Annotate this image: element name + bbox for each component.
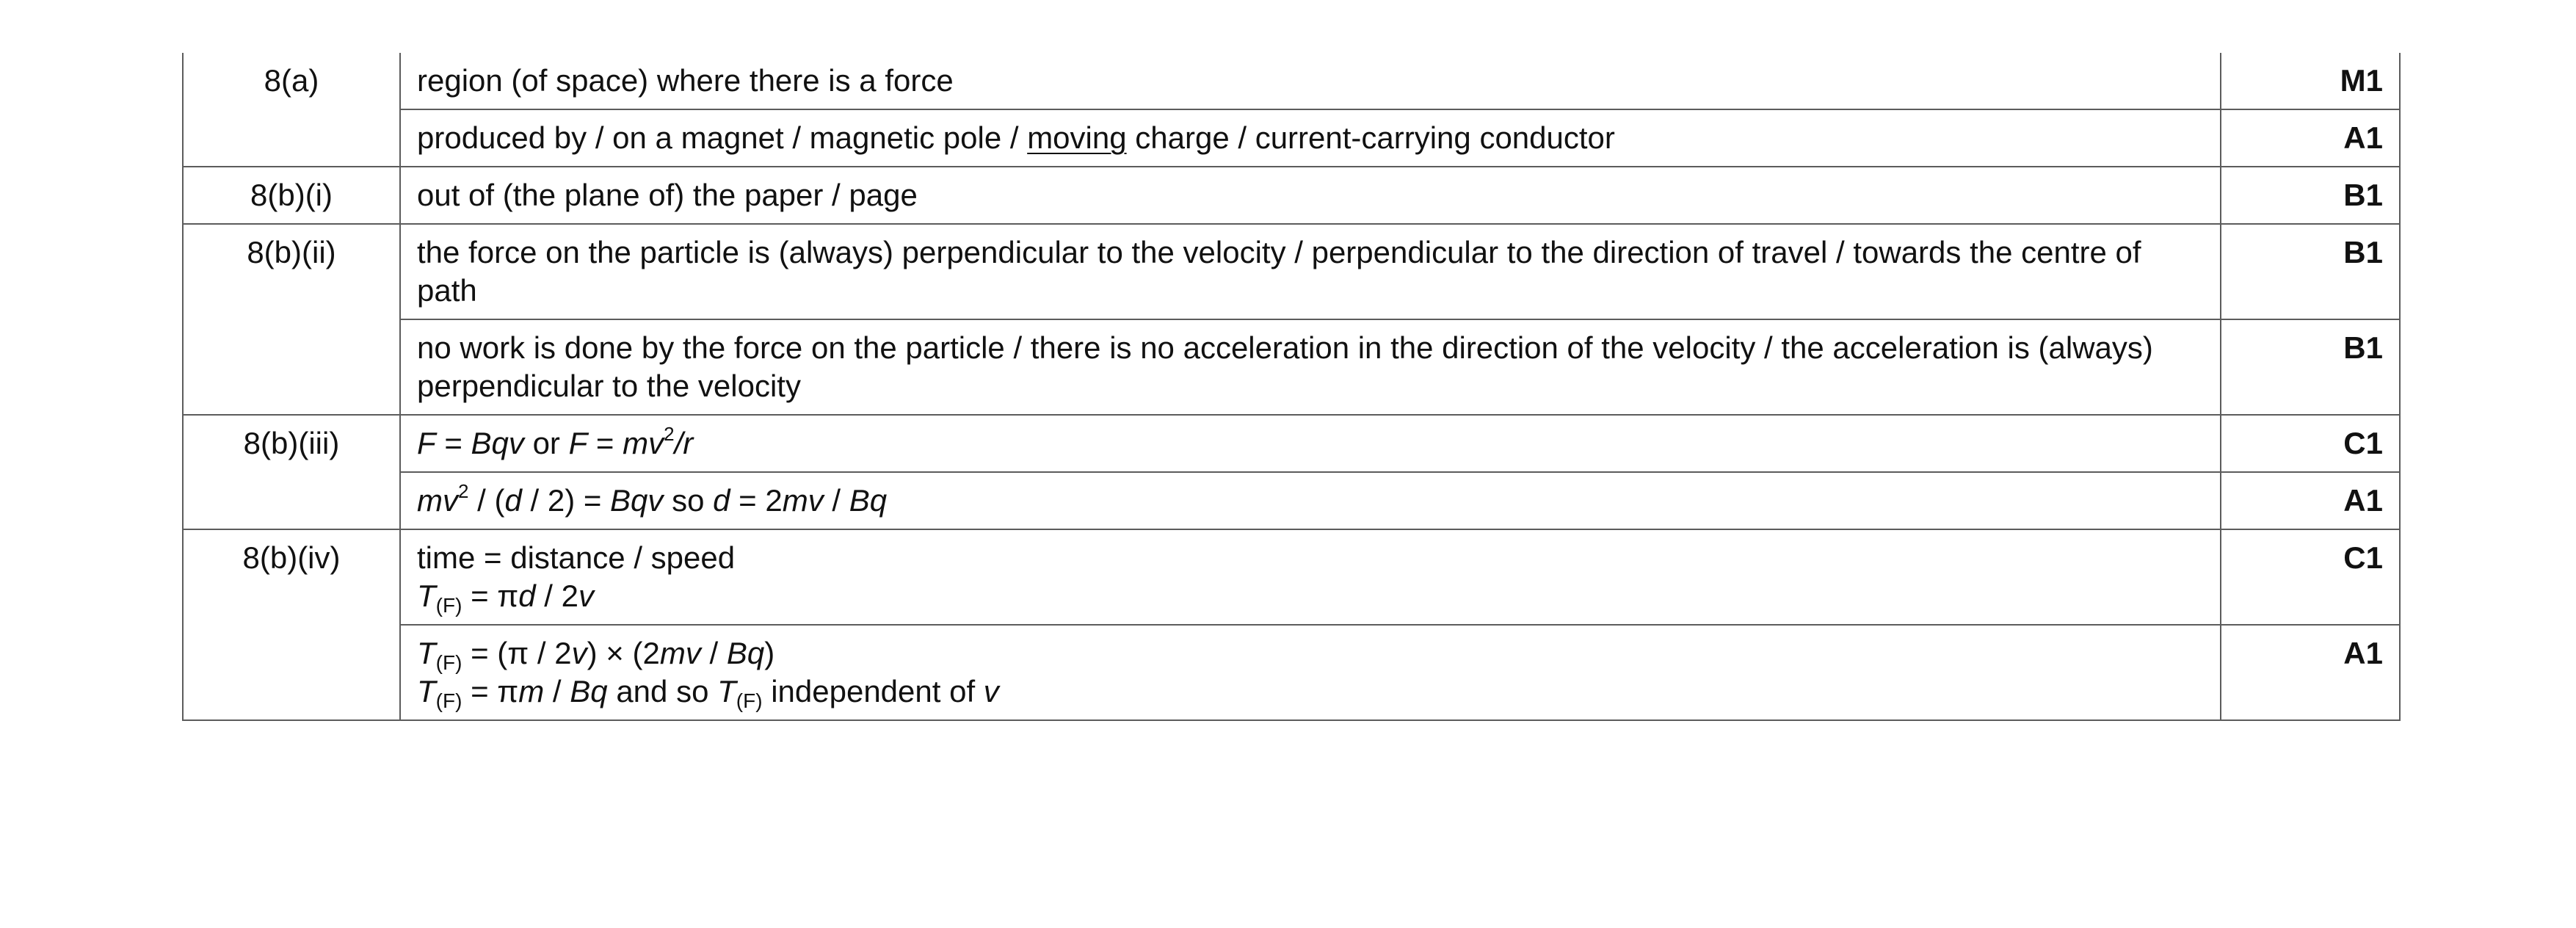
mark-cell: A1	[2221, 625, 2400, 720]
mark-cell: B1	[2221, 319, 2400, 415]
question-number: 8(a)	[183, 53, 400, 167]
mark-cell: A1	[2221, 472, 2400, 529]
mark-cell: C1	[2221, 529, 2400, 625]
answer-cell	[400, 415, 2221, 472]
equation: $mv^2 / (d / 2)$ = Bqv so d = 2mv / Bq	[417, 480, 888, 518]
table-row	[183, 415, 2400, 472]
underlined-word: moving	[1027, 120, 1127, 155]
answer-cell	[400, 625, 2221, 720]
answer-text: region (of space) where there is a force	[417, 63, 954, 98]
mark-cell: A1	[2221, 109, 2400, 167]
question-number: 8(b)(i)	[183, 167, 400, 224]
equation: $T_{(F)} = \pi d / 2v$	[417, 579, 594, 617]
table-row	[183, 224, 2400, 319]
mark-cell: M1	[2221, 53, 2400, 109]
mark-cell: B1	[2221, 224, 2400, 319]
table-row	[183, 53, 2400, 109]
answer-cell	[400, 109, 2221, 167]
answer-cell: out of (the plane of) the paper / page	[400, 167, 2221, 224]
table-row	[183, 109, 2400, 167]
answer-cell	[400, 472, 2221, 529]
mark-cell: B1	[2221, 167, 2400, 224]
answer-text: charge / current-carrying conductor	[1126, 120, 1615, 155]
equation: F = Bqv or $F = mv^2/r$	[417, 423, 694, 460]
table-row	[183, 167, 2400, 224]
question-number: 8(b)(iv)	[183, 529, 400, 720]
table-row	[183, 319, 2400, 415]
answer-text: produced by / on a magnet / magnetic pole /	[417, 120, 1028, 155]
mark-scheme-table	[182, 53, 2401, 721]
equation: $T_{(F)} = \pi m / Bq$ and so $T_{(F)}$ independent of v	[417, 674, 999, 712]
answer-cell	[400, 529, 2221, 625]
answer-cell	[400, 53, 2221, 109]
equation: $T_{(F)} = (\pi / 2v) \times (2mv / Bq)$	[417, 636, 775, 674]
answer-cell: no work is done by the force on the particle / there is no acceleration in the direction of the velocity / the acceleration is (always) perpendicular to the velocity	[400, 319, 2221, 415]
table-row	[183, 625, 2400, 720]
question-number: 8(b)(iii)	[183, 415, 400, 529]
answer-cell: the force on the particle is (always) perpendicular to the velocity / perpendicular to the direction of travel / towards the centre of path	[400, 224, 2221, 319]
table-row	[183, 529, 2400, 625]
table-row	[183, 472, 2400, 529]
mark-cell: C1	[2221, 415, 2400, 472]
question-number: 8(b)(ii)	[183, 224, 400, 415]
answer-text: time = distance / speed	[417, 540, 736, 575]
